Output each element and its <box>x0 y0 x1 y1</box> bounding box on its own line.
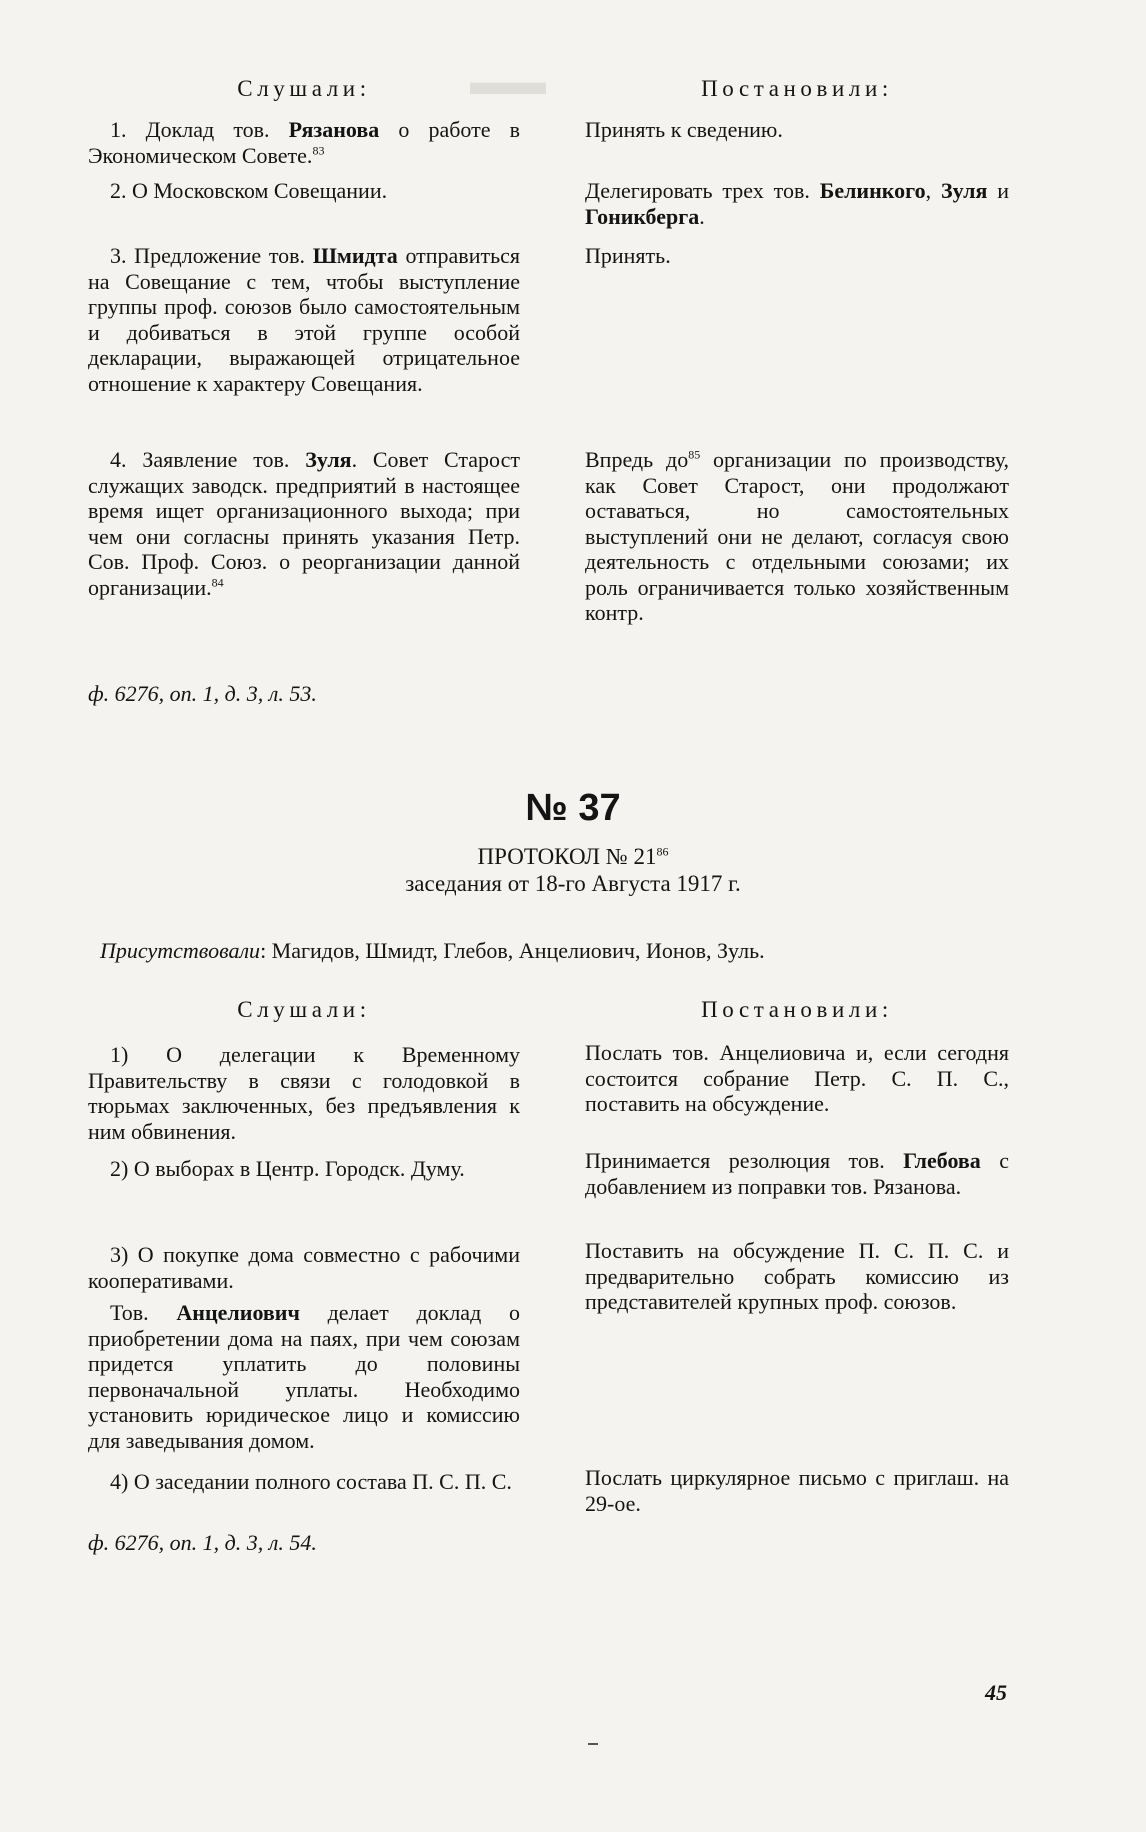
footnote-ref: 84 <box>211 575 224 590</box>
s2-item4-heard: 4) О заседании полного состава П. С. П. С. <box>110 1469 512 1494</box>
s2-item1-heard: 1) О делегации к Временному Правительству в связи с голодовкой в тюрьмах заключенных, без предъявления к ним обвинения. <box>88 1042 520 1144</box>
protocol-title: ПРОТОКОЛ № 21 <box>477 844 657 869</box>
s1-resolved-column <box>585 76 1009 102</box>
s2-item2-resolved: Принимается резолюция тов. Глебова с добавлением из поправки тов. Рязанова. <box>585 1148 1009 1199</box>
speaker-name: Рязанова <box>288 117 380 142</box>
s1-source: ф. 6276, оп. 1, д. 3, л. 53. <box>88 681 317 706</box>
s2-source: ф. 6276, оп. 1, д. 3, л. 54. <box>88 1530 317 1555</box>
s1-item2-heard: 2. О Московском Совещании. <box>110 178 388 203</box>
footnote-ref: 86 <box>656 844 669 859</box>
s1-item1-heard: 1. Доклад тов. Рязанова о работе в Экономическом Совете.$^{83}$ <box>88 117 520 168</box>
footnote-ref: 85 <box>688 447 701 462</box>
document-number: № 37 <box>525 787 621 829</box>
footnote-ref: 83 <box>312 143 325 158</box>
s1-heard-column <box>88 76 520 102</box>
attendees-line <box>100 938 765 964</box>
s2-resolved-column <box>585 997 1009 1023</box>
s2-item3-heard: 3) О покупке дома совместно с рабочими кооперативами. <box>88 1242 520 1293</box>
s1-item3-heard: 3. Предложение тов. Шмидта отправиться на Совещание с тем, чтобы выступление группы проф. союзов было самостоятельным и добиваться в этой группе особой декларации, выражающей отрицательное отношение к характеру Совещания. <box>88 243 520 396</box>
s1-item4-resolved: Впредь $до^{85}$ организации по производству, как Совет Старост, они продолжают оставаться, но самостоятельных выступлений они не делают, согласуя свою деятельность с отдельными союзами; их роль ограничивается только хозяйственным контр. <box>585 447 1009 625</box>
s2-resolved-label: Постановили: <box>701 997 893 1022</box>
s2-heard-column <box>88 997 520 1023</box>
s2-item3-report: Тов. Анцелиович делает доклад о приобретении дома на паях, при чем союзам придется уплатить до половины первоначальной уплаты. Необходимо установить юридическое лицо и комиссию для заведывания домом. <box>88 1300 520 1453</box>
page-number: 45 <box>985 1680 1007 1705</box>
s1-item1-resolved: Принять к сведению. <box>585 117 783 142</box>
s1-heard-label: Слушали: <box>237 76 371 101</box>
s2-item4-resolved: Послать циркулярное письмо с приглаш. на 29-ое. <box>585 1465 1009 1516</box>
s2-item3-resolved: Поставить на обсуждение П. С. П. С. и предварительно собрать комиссию из представителей крупных проф. союзов. <box>585 1238 1009 1314</box>
protocol-heading <box>0 843 1146 897</box>
bottom-mark <box>588 1743 598 1745</box>
s1-item4-heard: 4. Заявление тов. Зуля. Совет Старост служащих заводск. предприятий в настоящее время ищет организационного выхода; при чем они согласны принять указания Петр. Сов. Проф. Союз. о реорганизации данной организации.$^{84}$ <box>88 447 520 600</box>
bleed-through: ▬▬ <box>470 61 546 103</box>
attendees-names: : Магидов, Шмидт, Глебов, Анцелиович, Ионов, Зуль. <box>260 938 765 963</box>
s1-resolved-label: Постановили: <box>701 76 893 101</box>
s2-item1-resolved: Послать тов. Анцелиовича и, если сегодня состоится собрание Петр. С. П. С., поставить на обсуждение. <box>585 1040 1009 1116</box>
s1-item3-resolved: Принять. <box>585 243 671 268</box>
s2-item2-heard: 2) О выборах в Центр. Городск. Думу. <box>110 1156 465 1181</box>
attendees-label: Присутствовали <box>100 938 261 963</box>
protocol-subtitle: заседания от 18-го Августа 1917 г. <box>405 871 741 896</box>
s1-item2-resolved: Делегировать трех тов. Белинкого, Зуля и Гоникберга. <box>585 178 1010 229</box>
s2-heard-label: Слушали: <box>237 997 371 1022</box>
